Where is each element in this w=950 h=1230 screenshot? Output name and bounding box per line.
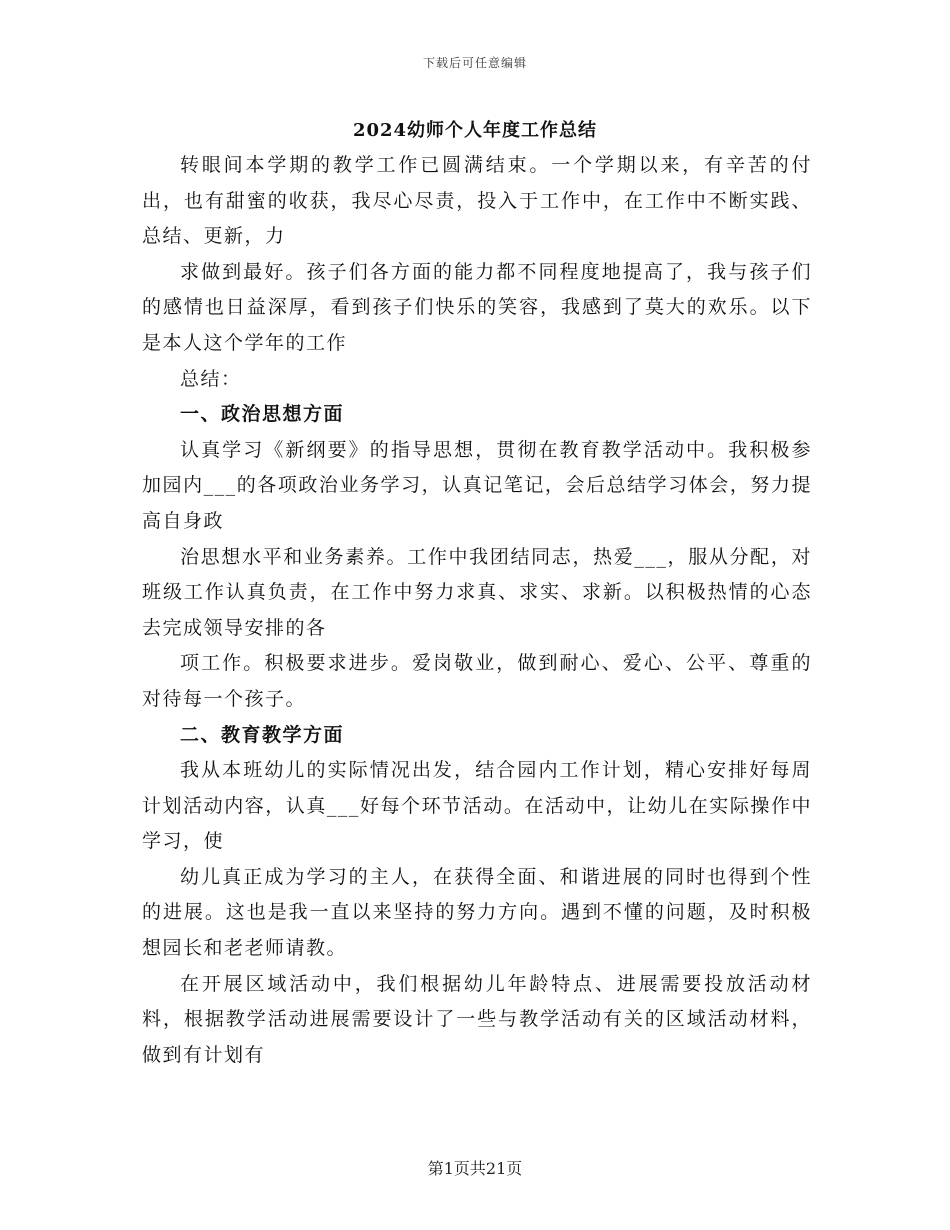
paragraph: 总结： <box>180 367 242 390</box>
paragraph: 治思想水平和业务素养。工作中我团结同志，热爱___，服从分配，对班级工作认真负责，在工作中努力求真、求实、求新。以积极热情的心态去完成领导安排的各 <box>142 545 812 639</box>
paragraph: 我从本班幼儿的实际情况出发，结合园内工作计划，精心安排好每周计划活动内容，认真___好每个环节活动。在活动中，让幼儿在实际操作中学习，使 <box>142 759 812 853</box>
document-body <box>142 148 812 1073</box>
section-heading-politics: 一、政治思想方面 <box>180 403 345 426</box>
paragraph: 转眼间本学期的教学工作已圆满结束。一个学期以来，有辛苦的付出，也有甜蜜的收获，我尽心尽责，投入于工作中，在工作中不断实践、总结、更新，力 <box>142 154 812 248</box>
page-number-footer: 第1页共21页 <box>427 1159 523 1178</box>
paragraph: 项工作。积极要求进步。爱岗敬业，做到耐心、爱心、公平、尊重的对待每一个孩子。 <box>142 652 812 710</box>
paragraph: 求做到最好。孩子们各方面的能力都不同程度地提高了，我与孩子们的感情也日益深厚，看到孩子们快乐的笑容，我感到了莫大的欢乐。以下是本人这个学年的工作 <box>142 260 812 354</box>
paragraph: 在开展区域活动中，我们根据幼儿年龄特点、进展需要投放活动材料，根据教学活动进展需要设计了一些与教学活动有关的区域活动材料，做到有计划有 <box>142 972 812 1066</box>
section-heading-teaching: 二、教育教学方面 <box>180 723 345 746</box>
paragraph: 认真学习《新纲要》的指导思想，贯彻在教育教学活动中。我积极参加园内___的各项政治业务学习，认真记笔记，会后总结学习体会，努力提高自身政 <box>142 438 812 532</box>
paragraph: 幼儿真正成为学习的主人，在获得全面、和谐进展的同时也得到个性的进展。这也是我一直以来坚持的努力方向。遇到不懂的问题，及时积极想园长和老老师请教。 <box>142 865 812 960</box>
document-title: 2024幼师个人年度工作总结 <box>352 120 598 141</box>
header-note: 下载后可任意编辑 <box>422 56 527 70</box>
